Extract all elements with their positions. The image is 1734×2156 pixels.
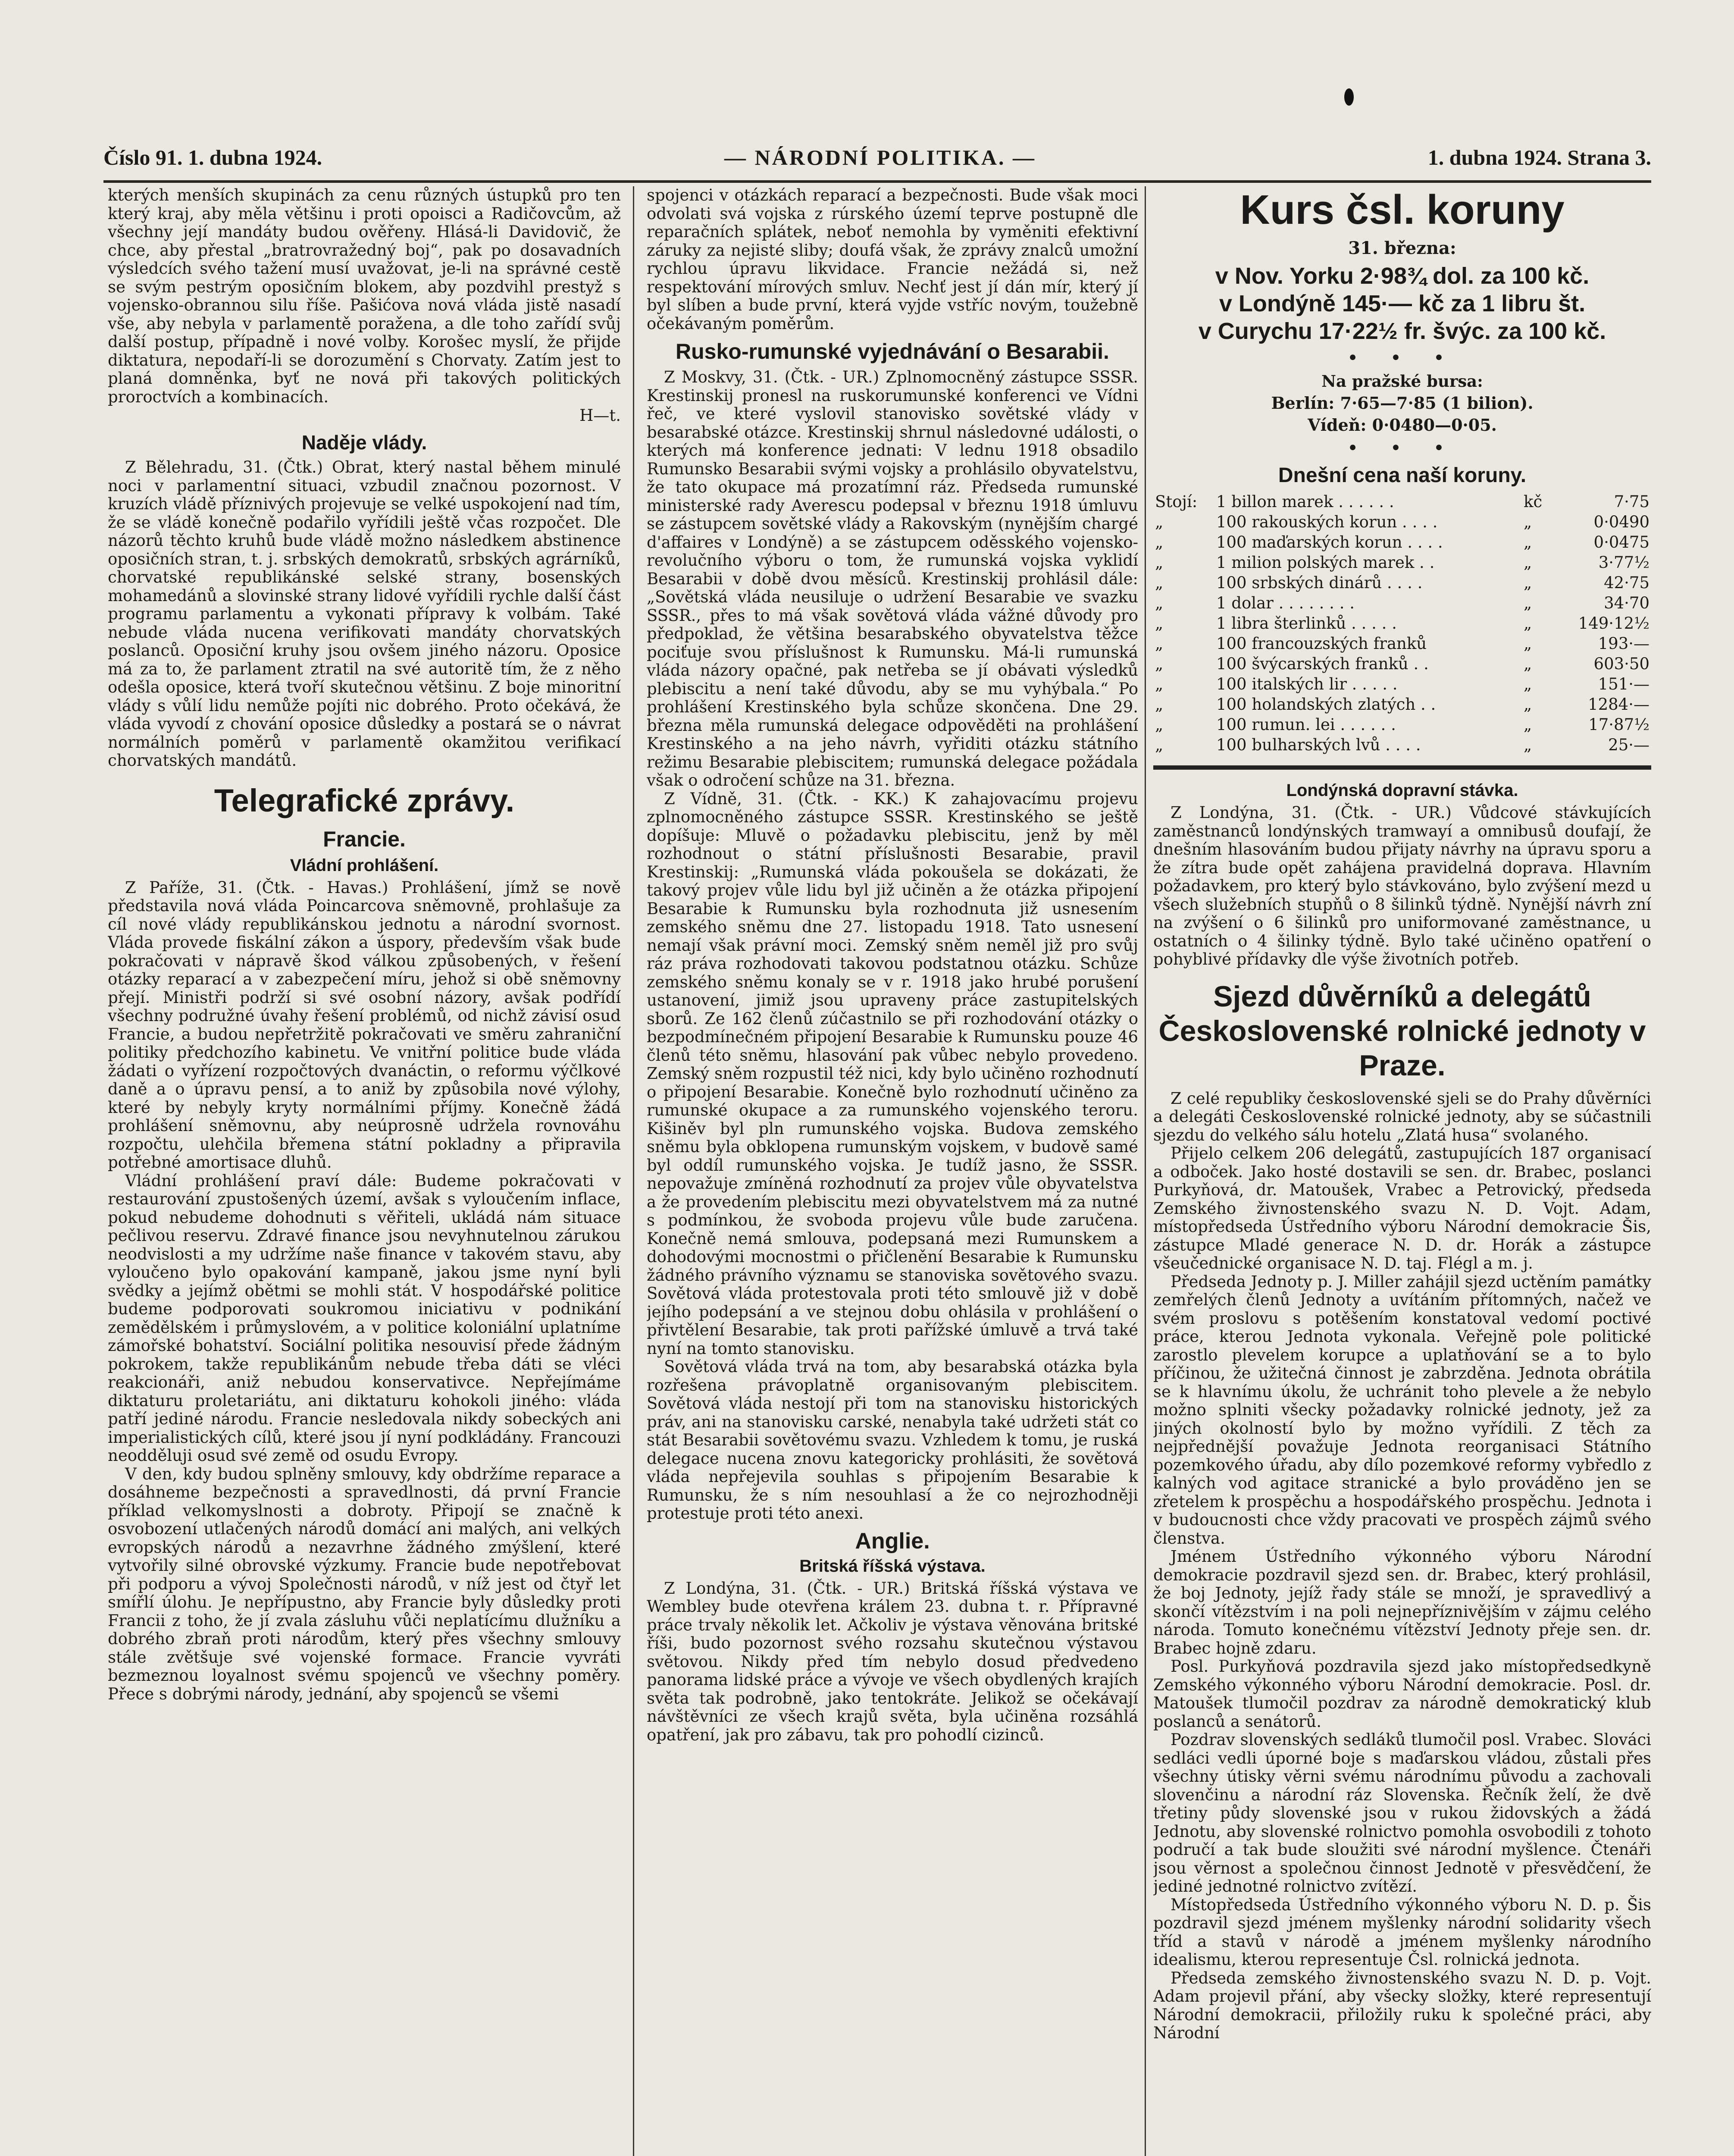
issue-number: Číslo 91. 1. dubna 1924. xyxy=(103,145,322,169)
table-row: „ 100 holandských zlatých . . „ 1284·— xyxy=(1155,695,1649,714)
rate-berlin: Berlín: 7·65—7·85 (1 bilion). xyxy=(1271,393,1534,413)
article-paragraph: Předseda Jednoty p. J. Miller zahájil sjezd uctěním památky zemřelých členů Jednoty a uvítáním přítomných, načež ve svém proslovu s potěšením konstatoval vedomí poctivé práce, kterou Jednota vykonala. Veřejně pole politické zarostlo plevelem korupce a uplatňování se a to bylo příčinou, že užitečná činnost je zabrzděna. Jednota obrátila se k hlavnímu úkolu, že uchránit toho plevele a že nebylo možno splniti všecky požadavky rolnické jednoty, jež za jiných okolností bylo by možno vyřídili. Z těch za nejpřednější považuje Jednota reorganisaci Státního pozemkového úřadu, aby dílo pozemkové reformy vybředlo z kalných vod agitace stranické a bylo prováděno jen se zřetelem k prospěchu a hospodářského prospěchu. Jednota i v budoucnosti chce vždy pracovati ve prospěch zájmů svého členstva. xyxy=(1153,1272,1651,1548)
headline-dnesni-cena: Dnešní cena naší koruny. xyxy=(1278,464,1527,487)
article-paragraph: Pozdrav slovenských sedláků tlumočil posl. Vrabec. Slováci sedláci vedli úporné boje s maďarskou vládou, zůstali přes všechny útisky věrni svému národnímu původu a zachovali slovenčinu a národní ráz Slovenska. Řečník želí, že dvě třetiny půdy slovenské jsou v rukou židovských a žádá Jednotu, aby slovenské rolnictvo pomohla osvobodili z tohoto područí a tak bude sloužiti své národní myšlence. Čtenáři jsou věrnost a společnou činnost Jednotě v přesvědčení, že jediné jednotné rolnictvo zvítězí. xyxy=(1153,1730,1651,1896)
table-row: Stojí: 1 billon marek . . . . . . kč 7·75 xyxy=(1153,492,1651,512)
article-paragraph: Z Vídně, 31. (Čtk. - KK.) K zahajovacímu projevu zplnomocněného zástupce SSSR. Krestinského se ještě dopíšuje: Mluvě o požadavku plebiscitu, jenž by měl rozhodnout o státní příslušnosti Besarabie, pravil Krestinskij: „Rumunská vláda pokoušela se dokázati, že takový projev vůle lidu byl již učiněn a že otázka připojení Besarabie k Rumunsku byla rozhodnuta již usnesením zemského sněmu dne 27. listopadu 1918. Tato usnesení nemají však právní moci. Zemský sněm neměl již pro svůj ráz práva rozhodovati takovou podstatnou otázku. Schůze zemského sněmu konaly se v r. 1918 jako hrubé porušení ustanovení, jimiž jsou upraveny práce zastupitelských sborů. Ze 162 členů zúčastnilo se při rozhodování otázky o bezpodmínečném připojení Besarabie k Rumunsku pouze 46 členů této sněmu, hlasování pak vůbec nebylo provedeno. Zemský sněm rozpustil též nici, kdy bylo učiněno rozhodnutí o připojení Besarabie. Konečně bylo rozhodnutí učiněno za rumunské okupace a za rumunského vojenského teroru. Kišiněv byl pln rumunského vojska. Budova zemského sněmu byla obklopena rumunským vojskem, v budově samé byl oddíl rumunského vojska. Je tudíž jasno, že SSSR. nepovažuje zmíněná rozhodnutí za projev vůle obyvatelstva a že provedením plebiscitu mezi obyvatelstvem má za nutné s podmínkou, že svoboda projevu vůle bude zaručena. Konečně nemá smlouva, podepsaná mezi Rumunskem a dohodovými mocnostmi o přičlenění Besarabie k Rumunsku žádného právního významu se stanoviska sovětového svazu. Sovětová vláda protestovala proti této smlouvě již v době jejího podepsání a ve stejnou dobu ohlásila v prohlášení o přivtělení Besarabie, tak proti pařížské úmluvě a trvá také nyní na tomto stanovisku. xyxy=(647,789,1138,1358)
table-row: „ 100 bulharských lvů . . . . „ 25·— xyxy=(1155,736,1649,754)
headline-kurs: Kurs čsl. koruny xyxy=(1240,187,1565,233)
article-paragraph: Vládní prohlášení praví dále: Budeme pokračovati v restaurování zpustošených území, avšak s vyloučením inflace, pokud nebudeme dohodnuti s věřiteli, ukládá nám situace pečlivou reservu. Zdravé finance jsou nevyhnutelnou zárukou neodvislosti a my udržíme naše finance v takovém stavu, aby vyloučeno bylo opakování kampaně, jakou jsme nyní byli svědky a jejímž obětmi se mohli stát. V hospodářské politice budeme podporovati soukromou iniciativu v podnikání zemědělském i průmyslovém, a v politice koloniální uplatníme zámořské bohatství. Sociální politika nesouvisí přede žádným pokrokem, takže republikánům nebude třeba dáti se vléci reakcionáři, aniž nebudou konservativce. Nepřejímáme diktaturu proletariátu, ani diktaturu kohokoli jiného: vláda patří jediné národu. Francie nesledovala nikdy sobeckých ani imperialistických cílů, které jsou jí nyní podkládány. Francouzi neodděluji osud své země od osudu Evropy. xyxy=(108,1171,621,1465)
table-row: „ 100 rakouských korun . . . . „ 0·0490 xyxy=(1155,513,1649,531)
article-paragraph: Posl. Purkyňová pozdravila sjezd jako místopředsedkyně Zemského výkonného výboru Národní demokracie. Posl. dr. Matoušek tlumočil pozdrav za národně demokratický klub poslanců a senátorů. xyxy=(1153,1657,1651,1731)
table-row: „ 100 francouzských franků „ 193·— xyxy=(1155,634,1649,653)
headline-nadeje: Naděje vlády. xyxy=(301,431,427,454)
table-row: „ 1 dolar . . . . . . . . „ 34·70 xyxy=(1155,594,1649,612)
headline-telegraficke: Telegrafické zprávy. xyxy=(214,782,515,818)
column-rule xyxy=(1145,186,1146,2156)
article-paragraph: Z celé republiky československé sjeli se do Prahy důvěrníci a delegáti Československé rolnické jednoty, aby se súčastnili sjezdu do velkého sálu hotelu „Zlatá husa“ svolaného. xyxy=(1153,1089,1651,1144)
masthead: — NÁRODNÍ POLITIKA. — xyxy=(724,145,1036,169)
column-3 xyxy=(1153,186,1651,2156)
separator-dots: • • • xyxy=(1347,437,1458,459)
headline-stavka: Londýnská dopravní stávka. xyxy=(1286,781,1518,800)
table-row: „ 100 srbských dinárů . . . . „ 42·75 xyxy=(1155,573,1649,592)
table-row: „ 100 rumun. lei . . . . . . „ 17·87½ xyxy=(1155,715,1649,734)
article-paragraph: Místopředseda Ústředního výkonného výboru N. D. p. Šis pozdravil sjezd jménem myšlenky národní solidarity všech tříd a stavů v národě a jménem myšlenky národního idealismu, kterou representuje Čsl. rolnická jednota. xyxy=(1153,1895,1651,1969)
article-paragraph: Z Bělehradu, 31. (Čtk.) Obrat, který nastal během minulé noci v parlamentní situaci, vzbudil značnou pozornost. V kruzích vládě příznivých projevuje se velké uspokojení nad tím, že se vládě konečně podařilo vyřídili ještě včas rozpočet. Dle názorů těchto kruhů bude vládě možno následkem abstinence oposičních stran, t. j. srbských demokratů, srbských agrárníků, chorvatské republikánské selské strany, bosenských mohamedánů a slovinské strany lidové vyřídili rychle další část programu parlamentu a vykonati přípravy k volbám. Také nebude vláda nucena verifikovati mandáty chorvatských poslanců. Oposiční kruhy jsou ovšem jiného názoru. Oposice má za to, že parlament ztratil na své autoritě tím, že z něho odešla oposice, která tvoří skutečnou většinu. Z boje minoritní vlády s vůlí lidu nemůže pojíti nic dobrého. Proto očekává, že vláda vyvodí z chování oposice důsledky a postará se o návrat normálních poměrů v parlamentě okamžitou verifikací chorvatských mandátů. xyxy=(108,458,621,770)
rate-vienna: Vídeň: 0·0480—0·05. xyxy=(1308,415,1497,435)
header-rule xyxy=(103,180,1651,183)
table-row: „ 100 maďarských korun . . . . „ 0·0475 xyxy=(1155,533,1649,552)
table-row: „ 1 libra šterlinků . . . . . „ 149·12½ xyxy=(1155,614,1649,633)
article-paragraph: Jménem Ústředního výkonného výboru Národní demokracie pozdravil sjezd sen. dr. Brabec, který prohlásil, že boj Jednoty, jejíž řady stále se množí, je spravedlivý a skončí vítězstvím i na poli nejnepříznivějším v zájmu celého národa. Tomuto konečnému vítězství Jednoty přeje sen. dr. Brabec hojně zdaru. xyxy=(1153,1547,1651,1658)
kurs-date: 31. března: xyxy=(1348,238,1456,258)
headline-rusko: Rusko-rumunské vyjednávání o Besarabii. xyxy=(676,339,1109,364)
section-anglie: Anglie. xyxy=(855,1528,930,1554)
column-1 xyxy=(108,186,621,2156)
rate-new-york: v Nov. Yorku 2·98¾ dol. za 100 kč. xyxy=(1215,263,1590,289)
section-rule xyxy=(1153,765,1651,770)
article-paragraph: Z Londýna, 31. (Čtk. - UR.) Britská říšská výstava ve Wembley bude otevřena králem 23. dubna t. r. Přípravné práce trvaly několik let. Ačkoliv je výstava věnována britské říši, budo pozornost svého rozsahu skutečnou výstavou světovou. Nikdy před tím nebylo dosud předvedeno panorama lidské práce a vývoje ve všech obydlených krajích světa tak podrobně, jako tentokráte. Jelikož se očekávají návštěvníci ze všech krajů světa, byla učiněna rozsáhlá opatření, jak pro zábavu, tak pro pohodlí cizinců. xyxy=(647,1579,1138,1744)
separator-dots: • • • xyxy=(1347,347,1458,369)
author-signature: H—t. xyxy=(579,406,621,425)
article-paragraph: Předseda zemského živnostenského svazu N. D. p. Vojt. Adam projevil přání, aby všecky složky, které representují Národní demokracii, přiložily ruku k společné práci, aby Národní xyxy=(1153,1968,1651,2042)
article-paragraph: spojenci v otázkách reparací a bezpečnosti. Bude však moci odvolati svá vojska z rúrského území teprve postupně dle reparačních splátek, neboť nemohla by vyměniti efektivní záruky za nejisté sliby; doufá však, že zprávy znalců umožní rychlou úpravu likvidace. Francie nežádá si, než respektování mírových smluv. Nechť jest jí dán mír, který jí byl slíben a bude první, která vyjde vstříc novým, toužebně očekávaným poměrům. xyxy=(647,186,1138,333)
article-paragraph: Z Moskvy, 31. (Čtk. - UR.) Zplnomocněný zástupce SSSR. Krestinskij pronesl na ruskorumunské konferenci ve Vídni řeč, ve které vyslovil stanovisko sovětské vlády v besarabské otázce. Krestinskij shrnul následovné události, o kterých má konference jednati: V lednu 1918 obsadilo Rumunsko Besarabii svými vojsky a prohlásilo obyvatelstvu, že tato okupace má prozatímní ráz. Předseda rumunské ministerské rady Averescu podepsal v březnu 1918 úmluvu se zástupcem sovětské vlády a Rakovským (nynějším chargé d'affaires v Londýně) a se zástupcem oděsského vojensko-revolučního výboru o tom, že rumunská vojska vyklidí Besarabii v době dvou měsíců. Krestinskij prohlásil dále: „Sovětská vláda neusiluje o udržení Besarabie ve svazku SSSR., přes to má však sovětová vláda vážné důvody pro předpoklad, že většina besarabského obyvatelstva těžce pociťuje svou příslušnost k Rumunsku. Má-li rumunská vláda názory opačné, pak netřeba se jí obávati výsledků plebiscitu a není také důvodu, aby se mu vyhýbala.“ Po prohlášení Krestinského byla schůze skončena. Dne 29. března měla rumunská delegace odpověděti na prohlášení Krestinského a na jeho návrh, vyřiditi otázku státního režimu Besarabie plebiscitem; rumunská delegace požádala však o odročení schůze na 31. března. xyxy=(647,368,1138,790)
date-page: 1. dubna 1924. Strana 3. xyxy=(1427,145,1651,169)
article-paragraph: Přijelo celkem 206 delegátů, zastupujících 187 organisací a odboček. Jako hosté dostavili se sen. dr. Brabec, poslanci Purkyňová, dr. Matoušek, Vrabec a Petrovický, předseda Zemského živnostenského svazu N. D. Vojt. Adam, místopředseda Ústředního výboru Národní demokracie Šis, zástupce Mladé generace N. D. dr. Horák a zástupce všeučednické organisace N. D. taj. Flégl a m. j. xyxy=(1153,1144,1651,1272)
section-francie: Francie. xyxy=(323,827,406,851)
table-row: „ 100 švýcarských franků . . „ 603·50 xyxy=(1155,655,1649,673)
column-2 xyxy=(647,186,1138,2156)
table-row: „ 1 milion polských marek . . „ 3·77½ xyxy=(1155,553,1649,572)
table-row: „ 100 italských lir . . . . . „ 151·— xyxy=(1155,675,1649,693)
article-paragraph: Z Paříže, 31. (Čtk. - Havas.) Prohlášení, jímž se nově představila nová vláda Poincarcova sněmovně, prohlašuje za cíl nové vlády republikánskou jednotu a národní svornost. Vláda provede fiskální zákon a úspory, především však bude pokračovati v nápravě škod válkou způsobených, v řešení otázky reparací a v zabezpečení míru, jehož si obě sněmovny přejí. Ministři podrží si své osobní názory, avšak podřídí všechny podružné úvahy řešení problémů, od nichž závisí osud Francie, a budou nepřetržitě pokračovati ve směru zahraniční politiky předchozího kabinetu. Ve vnitřní politice bude vláda žádati o vyřízení rozpočtových dvanáctin, o reformu výčlkové daně a o úpravu pensí, a to aniž by způsobila nové výlohy, které by nebyly kryty normálními příjmy. Konečně žádá prohlášení sněmovnu, aby neúprosně udržela rovnováhu rozpočtu, ulehčila břemena státní pokladny a připravila potřebné amortisace dluhů. xyxy=(108,878,621,1172)
rate-zurich: v Curychu 17·22½ fr. švýc. za 100 kč. xyxy=(1198,318,1606,344)
article-paragraph: kterých menších skupinách za cenu různých ústupků pro ten který kraj, aby měla většinu i proti opoisci a Radičovcům, až všechny její mandáty budou ověřeny. Hlásá-li Davidovič, že chce, aby přestal „bratrovražedný boj“, pak po dosavadních výsledcích svého tažení musí uvažovat, je-li na správné cestě se svým pestrým oposičním blokem, aby pozdvihl prestyž s vojensko-obrannou silu říše. Pašićova nová vláda jistě nasadí vše, aby nebyla v parlamentě poražena, a dle toho zařídí svůj další postup, případně i nové volby. Korošec myslí, že přijde diktatura, nepodaří-li se dorozumění s Chorvaty. Zatím jest to planá domněnka, byť ne nová při takových politických proroctvích a kombinacích. xyxy=(108,186,621,406)
headline-sjezd: Sjezd důvěrníků a delegátů Československé rolnické jednoty v Praze. xyxy=(1158,980,1646,1082)
ink-spot xyxy=(1344,88,1354,106)
headline-vladni: Vládní prohlášení. xyxy=(290,856,439,875)
headline-britska: Britská říšská výstava. xyxy=(799,1556,986,1576)
article-paragraph: Z Londýna, 31. (Čtk. - UR.) Vůdcové stávkujících zaměstnanců londýnských tramwayí a omnibusů doufají, že dnešním hlasováním budou přijaty návrhy na úpravu sporu a že zítra bude opět zahájena pravidelná doprava. Hlavním požadavkem, pro který bylo stávkováno, bylo zvýšení mezd u všech služebních stupňů o 8 šilinků týdně. Nynější návrh zní na zvýšení o 6 šilinků pro uniformované zaměstnance, u ostatních o 4 šilinky týdně. Bylo také učiněno opatření o pohyblivé přídavky dle výše životních potřeb. xyxy=(1153,803,1651,968)
burza-title: Na pražské bursa: xyxy=(1321,372,1483,391)
column-rule xyxy=(633,186,634,2156)
currency-rate-table xyxy=(1153,492,1651,755)
page-header xyxy=(103,145,1651,179)
stoji-label: Stojí: xyxy=(1155,492,1198,511)
article-paragraph: Sovětová vláda trvá na tom, aby besarabská otázka byla rozřešena právoplatně organisovaným plebiscitem. Sovětová vláda nestojí při tom na stanovisku historických práv, ani na stanovisku carské, nenabyla také udržeti stát co stát Besarabii sovětovému svazu. Vzhledem k tomu, je ruská delegace nucena znovu kategoricky prohlásiti, že sovětová vláda nepřejevila souhlas s připojením Besarabie k Rumunsku, že s ním nesouhlasí a že co nejrozhodněji protestuje proti této anexi. xyxy=(647,1357,1138,1523)
rate-london: v Londýně 145·— kč za 1 libru št. xyxy=(1219,291,1586,317)
article-paragraph: V den, kdy budou splněny smlouvy, kdy obdržíme reparace a dosáhneme bezpečnosti a spravedlnosti, dá první Francie příklad velkomyslnosti a dobroty. Připojí se značně k osvobození utlačených národů domácí ani malých, ani velkých evropských národů a nezavrhne žádného zmýšlení, které vytvořily silné obrovské výzkumy. Francie bude nepotřebovat při podporu a vývoj Společnosti národů, v níž jest od čtyř let smířlí úlohu. Je nepřípustno, aby Francie byly důsledky proti Francii z toho, že jí zvala zásluhu vůči neplatícímu dlužníku a dobrého zbraň proti národům, který přes všechny smlouvy stále zvětšuje své vojenské formace. Francie vyvráti bezmeznou loyalnost svému spojenců ve všechny poměry. Přece s dobrými národy, jednání, aby spojenců se všemi xyxy=(108,1464,621,1703)
